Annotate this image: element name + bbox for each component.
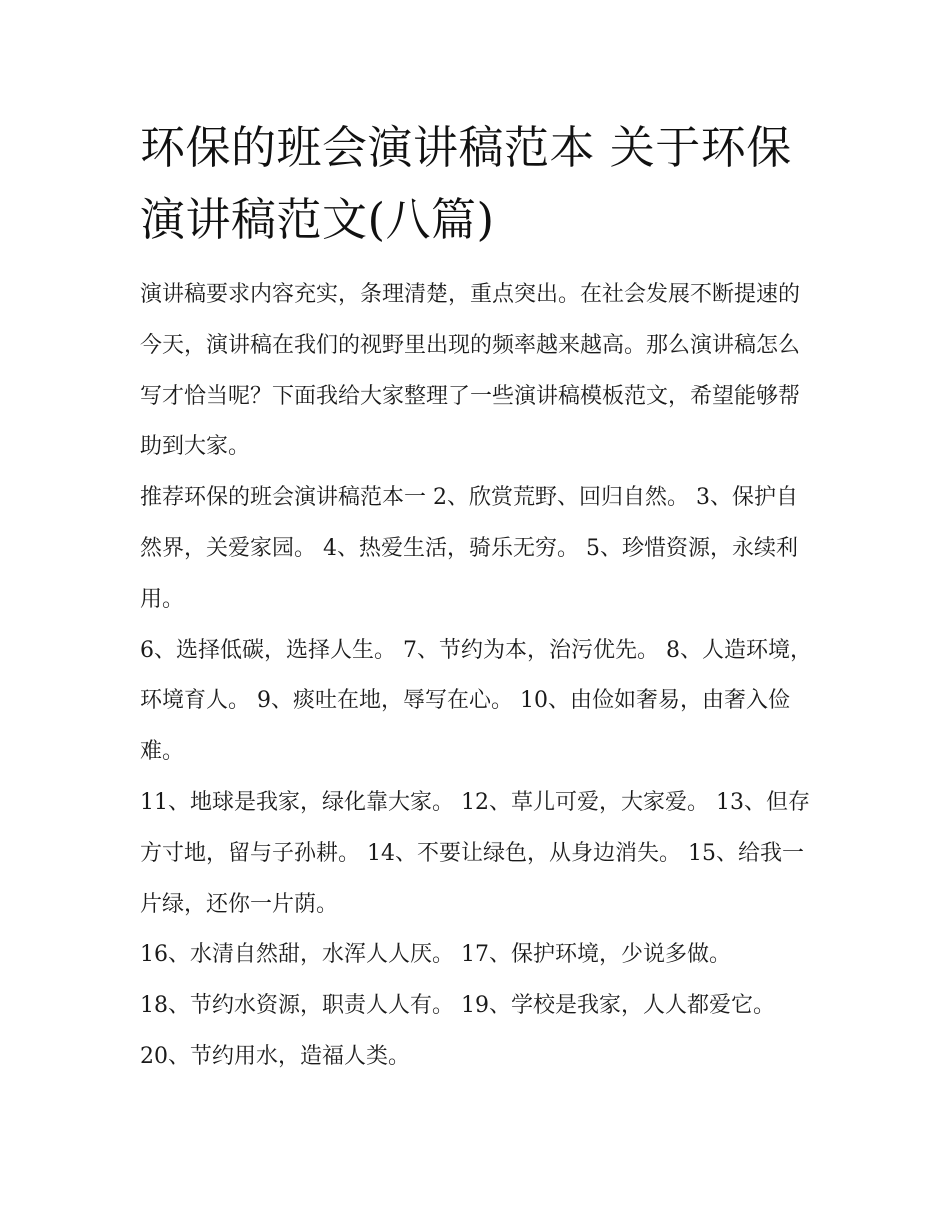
paragraph-slogans-4: 16、水清自然甜，水浑人人厌。 17、保护环境，少说多做。	[140, 942, 731, 968]
document-title: 环保的班会演讲稿范本 关于环保演讲稿范文(八篇)	[140, 121, 792, 246]
paragraph-slogans-5: 18、节约水资源，职责人人有。 19、学校是我家，人人都爱它。 20、节约用水，造福人类。	[140, 993, 775, 1069]
paragraph-slogans-2: 6、选择低碳，选择人生。 7、节约为本，治污优先。 8、人造环境，环境育人。 9、痰吐在地，辱写在心。 10、由俭如奢易，由奢入俭难。	[140, 637, 812, 765]
paragraph-slogans-1: 推荐环保的班会演讲稿范本一 2、欣赏荒野、回归自然。 3、保护自然界，关爱家园。 4、热爱生活，骑乐无穷。 5、珍惜资源，永续利用。	[140, 485, 798, 612]
document-body	[140, 112, 812, 1083]
paragraph-intro: 演讲稿要求内容充实，条理清楚，重点突出。在社会发展不断提速的今天，演讲稿在我们的视野里出现的频率越来越高。那么演讲稿怎么写才恰当呢？下面我给大家整理了一些演讲稿模板范文，希望能够帮助到大家。	[140, 282, 801, 460]
paragraph-slogans-3: 11、地球是我家，绿化靠大家。 12、草儿可爱，大家爱。 13、但存方寸地，留与子孙耕。 14、不要让绿色，从身边消失。 15、给我一片绿，还你一片荫。	[140, 789, 810, 917]
